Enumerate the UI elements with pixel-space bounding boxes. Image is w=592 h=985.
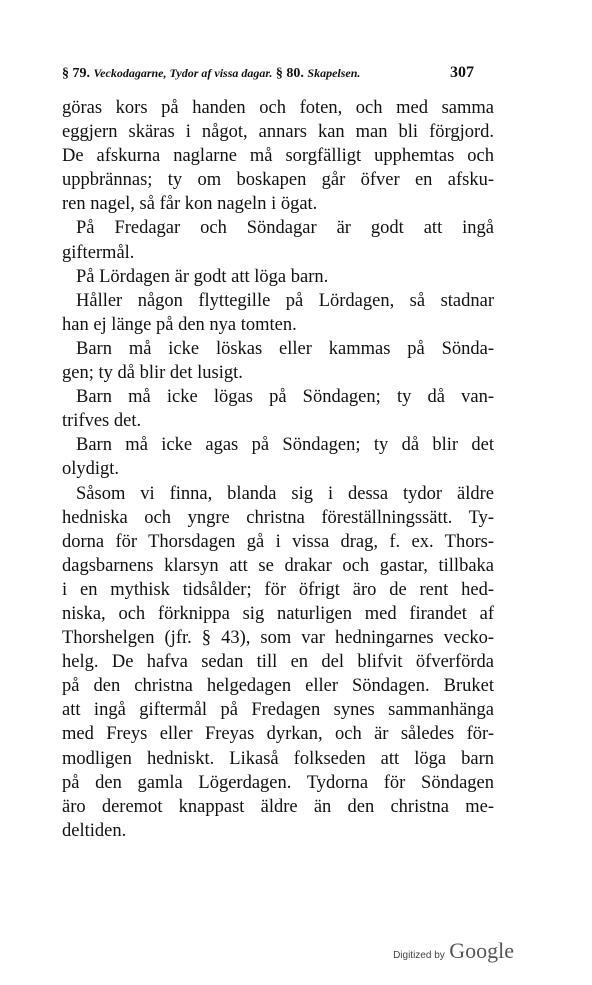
- text-line: dagsbarnens klarsyn att se drakar och gastar, tillbaka: [62, 555, 494, 576]
- text-line: Håller någon flyttegille på Lördagen, så stadnar: [76, 290, 494, 311]
- text-line: i en mythisk tidsålder; för öfrigt äro de rent hed-: [62, 579, 494, 600]
- text-line: dorna för Thorsdagen gå i vissa drag, f. ex. Thors-: [62, 531, 494, 552]
- text-line: olydigt.: [62, 459, 120, 480]
- text-line: De afskurna naglarne må sorgfälligt upphemtas och: [62, 146, 494, 167]
- header-title-left: Veckodagarne, Tydor af vissa dagar.: [93, 66, 273, 80]
- header-title-right: Skapelsen.: [307, 66, 361, 80]
- header-section-left: § 79.: [62, 66, 90, 81]
- text-line: På Lördagen är godt att löga barn.: [76, 266, 329, 287]
- text-line: Barn må icke lögas på Söndagen; ty då van-: [76, 387, 494, 408]
- text-line: på den christna helgedagen eller Söndagen. Bruket: [62, 676, 494, 697]
- text-line: Såsom vi finna, blanda sig i dessa tydor äldre: [76, 483, 494, 504]
- text-line: uppbrännas; ty om boskapen går öfver en afsku-: [62, 170, 494, 191]
- text-line: Thorshelgen (jfr. § 43), som var hedningarnes vecko-: [62, 628, 494, 649]
- text-line: med Freys eller Freyas dyrkan, och är således för-: [62, 724, 494, 745]
- text-line: äro deremot knappast äldre än den christna me-: [62, 796, 494, 817]
- watermark-prefix: Digitized by: [393, 950, 445, 961]
- text-line: han ej länge på den nya tomten.: [62, 314, 297, 335]
- text-line: Barn må icke agas på Söndagen; ty då blir det: [76, 435, 494, 456]
- text-line: deltiden.: [62, 820, 127, 841]
- text-line: På Fredagar och Söndagar är godt att ingå: [76, 218, 494, 239]
- text-line: niska, och förknippa sig naturligen med firandet af: [62, 603, 494, 624]
- text-line: att ingå giftermål på Fredagen synes sammanhänga: [62, 700, 494, 721]
- text-line: hedniska och yngre christna föreställningssätt. Ty-: [62, 507, 494, 528]
- running-header: [62, 64, 474, 83]
- text-line: eggjern skäras i något, annars kan man bli förgjord.: [62, 122, 494, 143]
- text-line: ren nagel, så får kon nageln i ögat.: [62, 194, 318, 215]
- text-line: modligen hedniskt. Likaså folkseden att löga barn: [62, 748, 494, 769]
- text-line: helg. De hafva sedan till en del blifvit öfverförda: [62, 652, 494, 673]
- text-line: trifves det.: [62, 411, 142, 432]
- text-line: på den gamla Lögerdagen. Tydorna för Söndagen: [62, 772, 494, 793]
- text-line: göras kors på handen och foten, och med samma: [62, 98, 494, 118]
- text-line: Barn må icke löskas eller kammas på Sönda-: [76, 338, 494, 359]
- text-line: giftermål.: [62, 242, 135, 263]
- header-section-right: § 80.: [275, 66, 304, 81]
- page-number: 307: [450, 64, 474, 81]
- google-logo: Google: [449, 938, 514, 963]
- text-line: gen; ty då blir det lusigt.: [62, 363, 243, 384]
- digitized-watermark: [393, 938, 514, 964]
- body-text: [62, 96, 494, 843]
